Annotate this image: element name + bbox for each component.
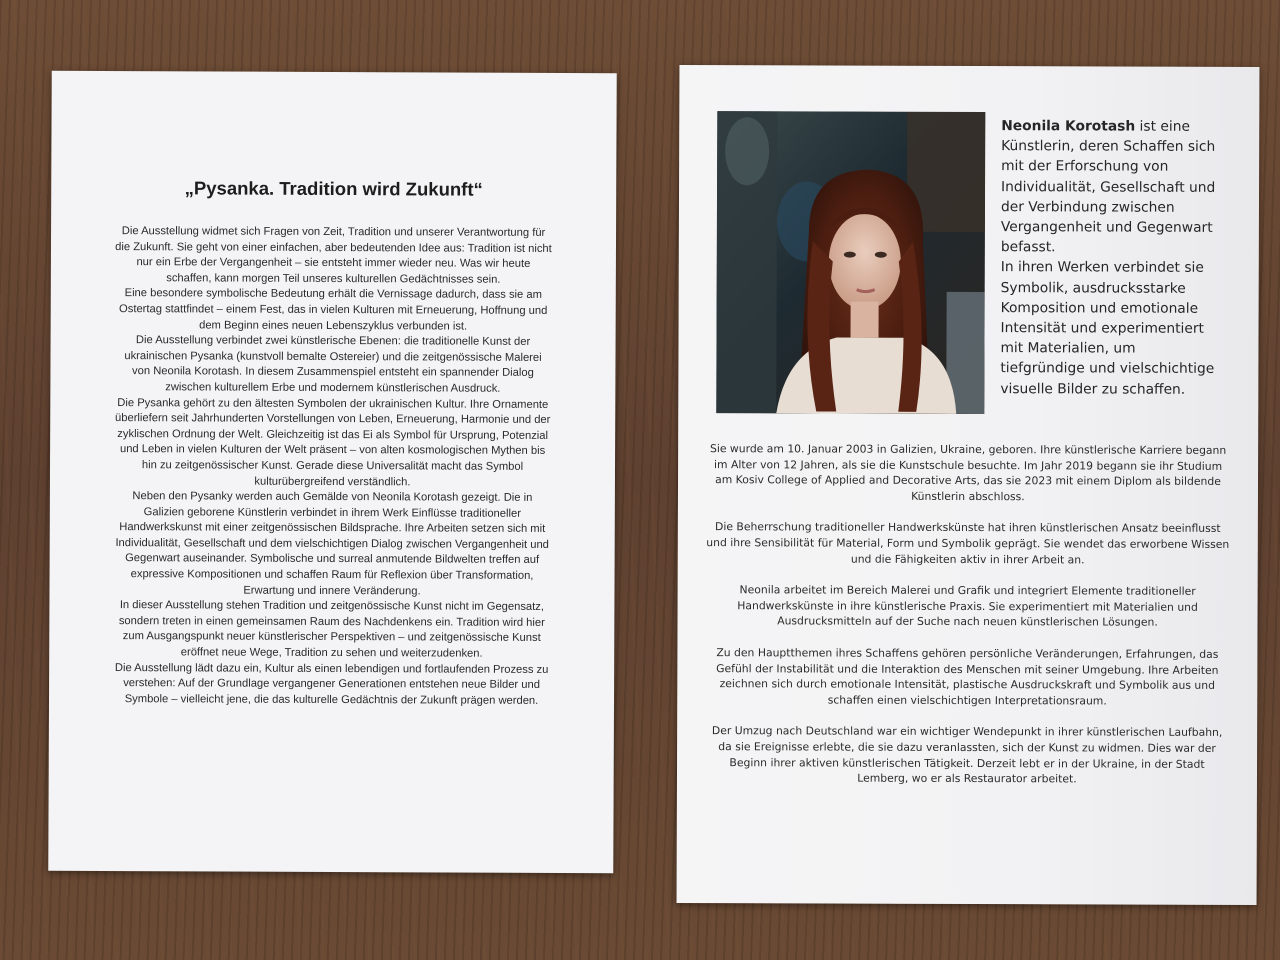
bio-paragraph: Der Umzug nach Deutschland war ein wichtiger Wendepunkt in ihrer künstlerischen Laufbahn, da sie Ereignisse erlebte, die sie dazu veranlassten, sich der Kunst zu widmen. Dies war der Beginn ihrer aktiven künstlerischen Tätigkeit. Derzeit lebt er in der Ukraine, in der Stadt Lemberg, wo er als Restaurator arbeitet.	[711, 724, 1223, 786]
bio-paragraph: Sie wurde am 10. Januar 2003 in Galizien, Ukraine, geboren. Ihre künstlerische Karriere begann im Alter von 12 Jahren, als sie die Kunstschule besuchte. Im Jahr 2019 begann sie ihr Studium am Kosiv College of Applied and Decorative Arts, das sie 2023 mit einem Diplom als bildende Künstlerin abschloss.	[709, 442, 1227, 503]
artist-intro-text-2: In ihren Werken verbindet sie Symbolik, ausdrucksstarke Komposition und emotionale Intensität und experimentiert mit Materialien, um tiefgründige und vielschichtige visuelle Bilder zu schaffen.	[1000, 259, 1215, 398]
artist-bio-sheet	[677, 65, 1260, 905]
exhibition-paragraph: In dieser Ausstellung stehen Tradition und zeitgenössische Kunst nicht im Gegensatz, sondern treten in einen gemeinsamen Raum des Nachdenkens ein. Tradition wird hier zum Ausgangspunkt neuer künstlerischer Perspektiven – und zeitgenössische Kunst eröffnet neue Wege, Tradition zu sehen und weiterzudenken.	[118, 599, 545, 660]
exhibition-paragraph: Die Ausstellung verbindet zwei künstlerische Ebenen: die traditionelle Kunst der ukrainischen Pysanka (kunstvoll bemalte Ostereier) und die zeitgenössische Malerei von Neonila Korotash. In diesem Zusammenspiel entsteht ein spannender Dialog zwischen kulturellem Erbe und modernem künstlerischen Ausdruck.	[124, 334, 542, 395]
bio-paragraph: Die Beherrschung traditioneller Handwerkskünste hat ihren künstlerischen Ansatz beeinflusst und ihre Sensibilität für Material, Form und Symbolik geprägt. Sie wendet das erworbene Wissen und die Fähigkeiten aktiv in ihrer Arbeit an.	[706, 520, 1230, 566]
exhibition-paragraph: Neben den Pysanky werden auch Gemälde von Neonila Korotash gezeigt. Die in Galizien geborene Künstlerin verbindet in ihrem Werk Einflüsse traditioneller Handwerkskunst mit einer zeitgenössischen Bildsprache. Ihre Arbeiten setzen sich mit Individualität, Gesellschaft und dem vielschichtigen Dialog zwischen Vergangenheit und Gegenwart auseinander. Symbolische und surreal anmutende Bildwelten treffen auf expressive Kompositionen und schaffen Raum für Reflexion über Transformation, Erwartung und innere Veränderung.	[115, 490, 549, 598]
exhibition-paragraph: Die Pysanka gehört zu den ältesten Symbolen der ukrainischen Kultur. Ihre Ornamente überliefern seit Jahrhunderten Vorstellungen von Leben, Erneuerung, Harmonie und der zyklischen Ordnung der Welt. Gleichzeitig ist das Ei als Symbol für Ursprung, Potenzial und Leben in vielen Kulturen der Welt präsent – von alten kosmologischen Mythen bis hin zu zeitgenössischer Kunst. Gerade diese Universalität macht das Symbol kulturübergreifend verständlich.	[115, 396, 551, 488]
bio-paragraph: Neonila arbeitet im Bereich Malerei und Grafik und integriert Elemente traditioneller Handwerkskünste in ihre künstlerische Praxis. Sie experimentiert mit Materialien und Ausdrucksmitteln auf der Suche nach neuen künstlerischen Lösungen.	[737, 583, 1198, 630]
artist-portrait-photo	[716, 111, 985, 414]
artist-name: Neonila Korotash	[1001, 118, 1136, 135]
exhibition-paragraph: Die Ausstellung lädt dazu ein, Kultur als einen lebendigen und fortlaufenden Prozess zu verstehen: Auf der Grundlage vergangener Generationen entstehen neue Bilder und Symbole – vielleicht jene, die das kulturelle Gedächtnis der Zukunft prägen werden.	[114, 661, 549, 707]
exhibition-title: „Pysanka. Tradition wird Zukunft“	[184, 177, 483, 200]
bio-paragraph: Zu den Hauptthemen ihres Schaffens gehören persönliche Veränderungen, Erfahrungen, das Gefühl der Instabilität und die Interaktion des Menschen mit seiner Umgebung. Ihre Arbeiten zeichnen sich durch emotionale Intensität, plastische Ausdruckskraft und Symbolik aus und schaffen einen vielschichtigen Interpretationsraum.	[716, 646, 1219, 708]
portrait-illustration	[716, 111, 985, 414]
artist-biography	[705, 441, 1230, 804]
artist-intro	[1000, 116, 1223, 400]
exhibition-paragraph: Eine besondere symbolische Bedeutung erhält die Vernissage dadurch, dass sie am Ostertag stattfindet – einem Fest, das in vielen Kulturen mit Erneuerung, Hoffnung und dem Beginn eines neuen Lebenszyklus verbunden ist.	[119, 287, 548, 333]
exhibition-paragraph: Die Ausstellung widmet sich Fragen von Zeit, Tradition und unserer Verantwortung für die Zukunft. Sie geht von einer einfachen, aber bedeutenden Idee aus: Tradition ist nicht nur ein Erbe der Vergangenheit – sie entsteht immer wieder neu. Was wir heute schaffen, kann morgen Teil unseres kulturellen Gedächtnisses sein.	[115, 225, 552, 286]
artist-intro-text: ist eine Künstlerin, deren Schaffen sich mit der Erforschung von Individualität, Gesellschaft und der Verbindung zwischen Vergangenheit und Gegenwart befasst.	[1000, 118, 1216, 256]
exhibition-description	[113, 224, 552, 709]
exhibition-text-sheet	[48, 71, 616, 873]
